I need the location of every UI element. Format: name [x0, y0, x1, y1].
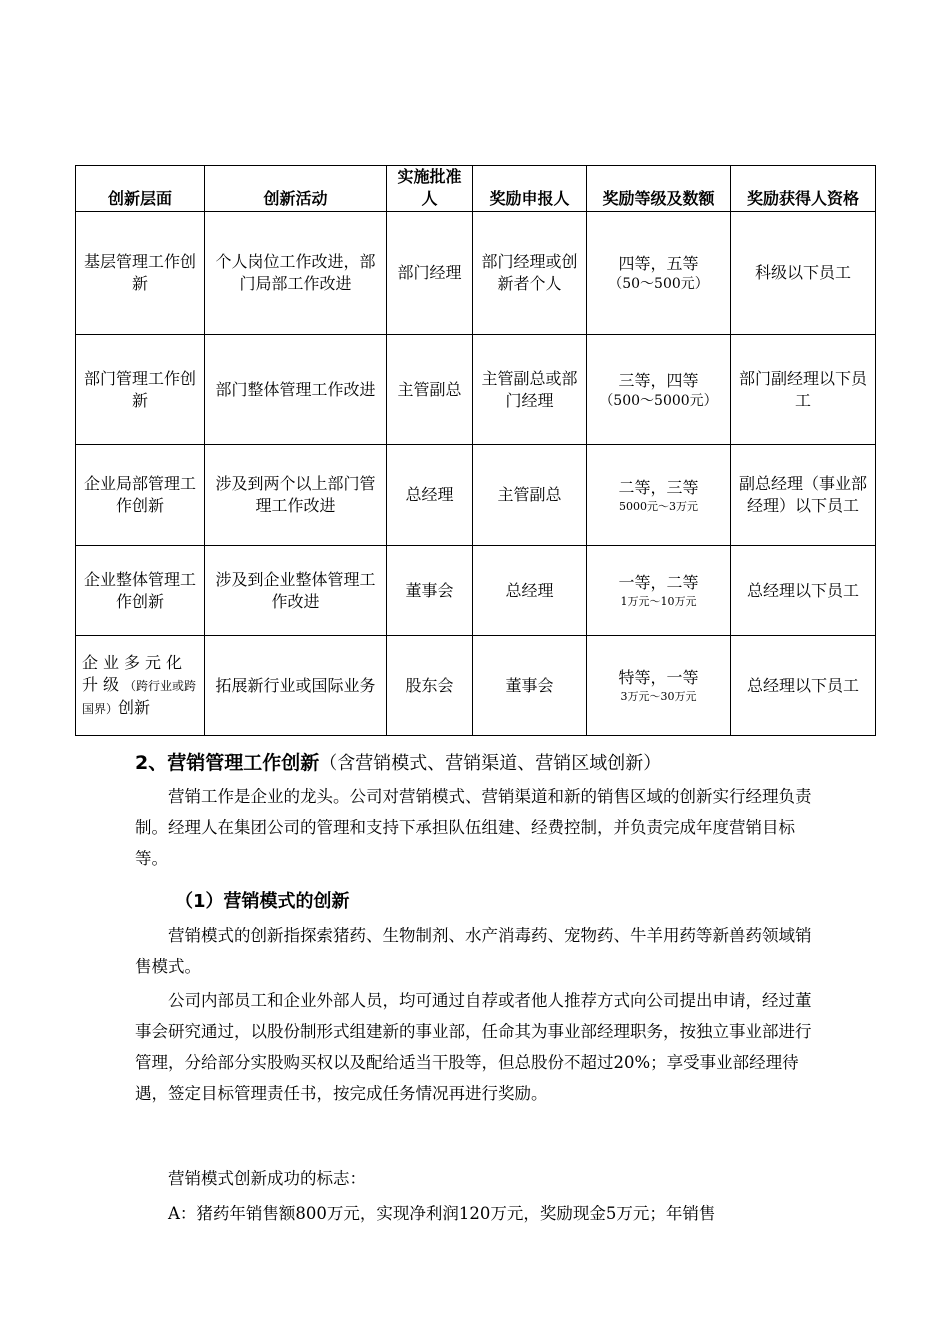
cell-approver: 部门经理 [387, 212, 473, 335]
header-applicant: 奖励申报人 [473, 166, 587, 212]
cell-grade-amount [587, 546, 731, 636]
subsection-heading: （1）营销模式的创新 [175, 891, 350, 912]
header-approver: 实施批准人 [387, 166, 473, 212]
paragraph-criterion-a: A：猪药年销售额800万元，实现净利润120万元，奖励现金5万元；年销售 [168, 1204, 716, 1223]
cell-grade-amount [587, 212, 731, 335]
cell-applicant: 部门经理或创新者个人 [473, 212, 587, 335]
table-row [76, 636, 876, 736]
cell-level: 企业局部管理工作创新 [76, 445, 205, 546]
cell-qualification: 总经理以下员工 [731, 546, 876, 636]
table-row [76, 546, 876, 636]
amount-text: （50～500元） [608, 276, 709, 292]
header-level: 创新层面 [76, 166, 205, 212]
cell-grade-amount [587, 335, 731, 445]
table-row [76, 445, 876, 546]
header-activity: 创新活动 [205, 166, 387, 212]
paragraph-success-criteria: 营销模式创新成功的标志： [168, 1169, 366, 1188]
cell-qualification: 副总经理（事业部经理）以下员工 [731, 445, 876, 546]
grade-text: 二等，三等 [618, 477, 699, 497]
section-heading [135, 748, 661, 775]
cell-level: 企业整体管理工作创新 [76, 546, 205, 636]
amount-text: 1万元～10万元 [620, 595, 697, 608]
table-header-row [76, 166, 876, 212]
cell-approver: 总经理 [387, 445, 473, 546]
cell-level [76, 636, 205, 736]
cell-approver: 主管副总 [387, 335, 473, 445]
grade-text: 三等，四等 [618, 370, 699, 390]
paragraph-intro: 营销工作是企业的龙头。公司对营销模式、营销渠道和新的销售区域的创新实行经理负责制。经理人在集团公司的管理和支持下承担队伍组建、经费控制，并负责完成年度营销目标等。 [135, 787, 812, 868]
cell-level: 基层管理工作创新 [76, 212, 205, 335]
amount-text: （500～5000元） [599, 392, 718, 409]
grade-text: 一等，二等 [618, 573, 699, 592]
section-heading-note: （含营销模式、营销渠道、营销区域创新） [319, 753, 662, 774]
level-text-main: 企业多元化升级 [82, 652, 188, 694]
cell-level: 部门管理工作创新 [76, 335, 205, 445]
grade-text: 特等，一等 [618, 668, 699, 687]
innovation-award-table [75, 165, 876, 736]
amount-text: 5000元～3万元 [619, 499, 698, 513]
cell-activity: 部门整体管理工作改进 [205, 335, 387, 445]
level-text-end: 创新 [118, 697, 151, 717]
cell-activity: 个人岗位工作改进，部门局部工作改进 [205, 212, 387, 335]
cell-activity: 涉及到两个以上部门管理工作改进 [205, 445, 387, 546]
cell-grade-amount [587, 445, 731, 546]
amount-text: 3万元～30万元 [620, 690, 697, 703]
grade-text: 四等，五等 [618, 254, 699, 273]
level-text-note: （跨行业或跨国界） [82, 678, 197, 716]
table-row [76, 212, 876, 335]
cell-activity: 拓展新行业或国际业务 [205, 636, 387, 736]
cell-approver: 股东会 [387, 636, 473, 736]
cell-applicant: 董事会 [473, 636, 587, 736]
cell-qualification: 总经理以下员工 [731, 636, 876, 736]
header-qualification: 奖励获得人资格 [731, 166, 876, 212]
cell-approver: 董事会 [387, 546, 473, 636]
cell-applicant: 主管副总或部门经理 [473, 335, 587, 445]
cell-qualification: 科级以下员工 [731, 212, 876, 335]
cell-activity: 涉及到企业整体管理工作改进 [205, 546, 387, 636]
cell-applicant: 主管副总 [473, 445, 587, 546]
section-heading-title: 2、营销管理工作创新 [135, 752, 320, 774]
paragraph-model-definition: 营销模式的创新指探索猪药、生物制剂、水产消毒药、宠物药、牛羊用药等新兽药领域销售模式。 [135, 926, 812, 976]
table-row [76, 335, 876, 445]
header-grade-amount: 奖励等级及数额 [587, 166, 731, 212]
cell-qualification: 部门副经理以下员工 [731, 335, 876, 445]
cell-applicant: 总经理 [473, 546, 587, 636]
paragraph-model-process: 公司内部员工和企业外部人员，均可通过自荐或者他人推荐方式向公司提出申请，经过董事会研究通过，以股份制形式组建新的事业部，任命其为事业部经理职务，按独立事业部进行管理，分给部分实股购买权以及配给适当干股等，但总股份不超过20%；享受事业部经理待遇，签定目标管理责任书，按完成任务情况再进行奖励。 [135, 991, 812, 1103]
cell-grade-amount [587, 636, 731, 736]
